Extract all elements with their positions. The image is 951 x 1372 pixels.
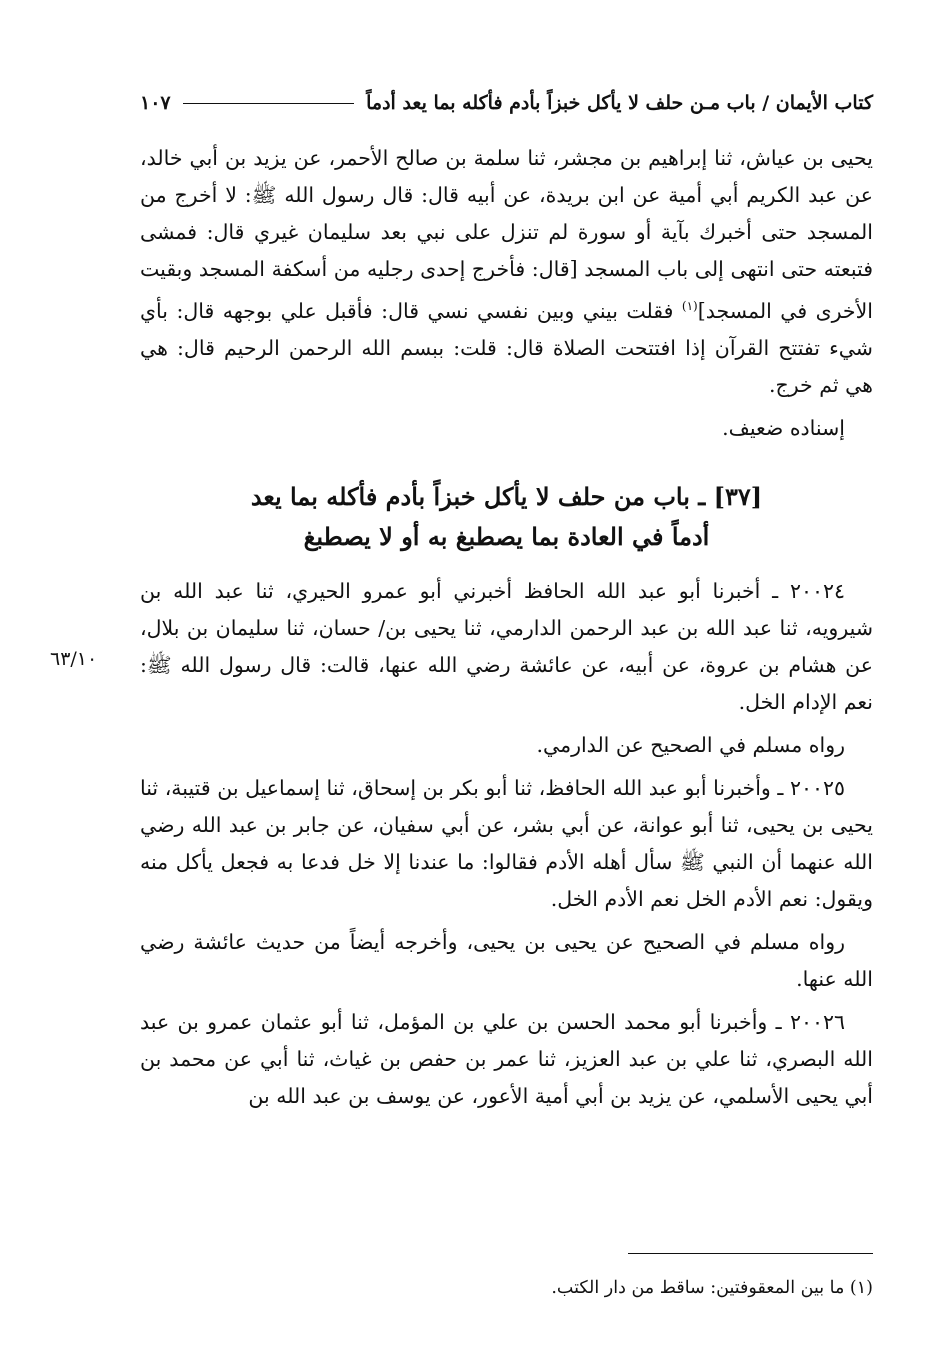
chapter-heading (140, 477, 873, 557)
header-title: كتاب الأيمان / باب مـن حلف لا يأكل خبزاً بأدم فأكله بما يعد أدماً (366, 92, 873, 114)
paragraph-continued (140, 140, 873, 404)
footnote-separator (628, 1253, 873, 1254)
hadith-20025: ٢٠٠٢٥ ـ وأخبرنا أبو عبد الله الحافظ، ثنا أبو بكر بن إسحاق، ثنا إسماعيل بن قتيبة، ثنا يحيى بن يحيى، ثنا أبو عوانة، عن أبي بشر، عن أبي سفيان، عن جابر بن عبد الله رضي الله عنهما أن النبي ﷺ سأل أهله الأدم فقالوا: ما عندنا إلا خل فدعا به فجعل يأكل منه ويقول: نعم الأدم الخل نعم الأدم الخل. (140, 775, 873, 911)
chapter-heading-line-2: أدماً في العادة بما يصطبغ به أو لا يصطبغ (303, 521, 710, 551)
hadith-20026: ٢٠٠٢٦ ـ وأخبرنا أبو محمد الحسن بن علي بن المؤمل، ثنا أبو عثمان عمرو بن عبد الله البصري، ثنا علي بن عبد العزيز، ثنا عمر بن حفص بن غياث، ثنا أبي عن محمد بن أبي يحيى الأسلمي، عن يزيد بن أبي أمية الأعور، عن يوسف بن عبد الله بن (140, 1009, 873, 1108)
header-rule (183, 103, 355, 104)
paragraph-text-end: فقلت بيني وبين نفسي نسي قال: فأقبل علي بوجهه قال: بأي شيء تفتتح القرآن إذا افتتحت الصلاة قال: قلت: ببسم الله الرحمن الرحيم قال: هي هي ثم خرج. (140, 298, 873, 397)
paragraph-text: يحيى بن عياش، ثنا إبراهيم بن مجشر، ثنا سلمة بن صالح الأحمر، عن يزيد بن أبي خالد، عن عبد الكريم أبي أمية عن ابن بريدة، عن أبيه قال: قال رسول الله ﷺ: لا أخرج من المسجد حتى أخبرك بآية أو سورة لم تنزل على نبي بعد سليمان غيري قال: فمشى فتبعته حتى انتهى إلى باب المسجد [قال: فأخرج إحدى رجليه من أسكفة المسجد وبقيت الأخرى في المسجد] (140, 146, 873, 323)
chapter-heading-line-1: [٣٧] ـ باب من حلف لا يأكل خبزاً بأدم فأكله بما يعد (250, 481, 763, 511)
grading-note: إسناده ضعيف. (722, 415, 845, 440)
footnote: (١) ما بين المعقوفتين: ساقط من دار الكتب. (551, 1278, 873, 1298)
footnote-ref: (١) (681, 299, 698, 313)
margin-reference: ٦٣/١٠ (50, 648, 98, 670)
page-number: ١٠٧ (140, 92, 171, 114)
running-header (140, 88, 873, 118)
source-note-20024: رواه مسلم في الصحيح عن الدارمي. (536, 732, 845, 757)
source-note-20025: رواه مسلم في الصحيح عن يحيى بن يحيى، وأخرجه أيضاً من حديث عائشة رضي الله عنها. (140, 929, 873, 991)
hadith-20024: ٢٠٠٢٤ ـ أخبرنا أبو عبد الله الحافظ أخبرني أبو عمرو الحيري، ثنا عبد الله بن شيرويه، ثنا عبد الله بن عبد الرحمن الدارمي، ثنا يحيى بن/ حسان، ثنا سليمان بن بلال، عن هشام بن عروة، عن أبيه، عن عائشة رضي الله عنها، قالت: قال رسول الله ﷺ: نعم الإدام الخل. (140, 578, 873, 714)
main-text (140, 140, 873, 1121)
